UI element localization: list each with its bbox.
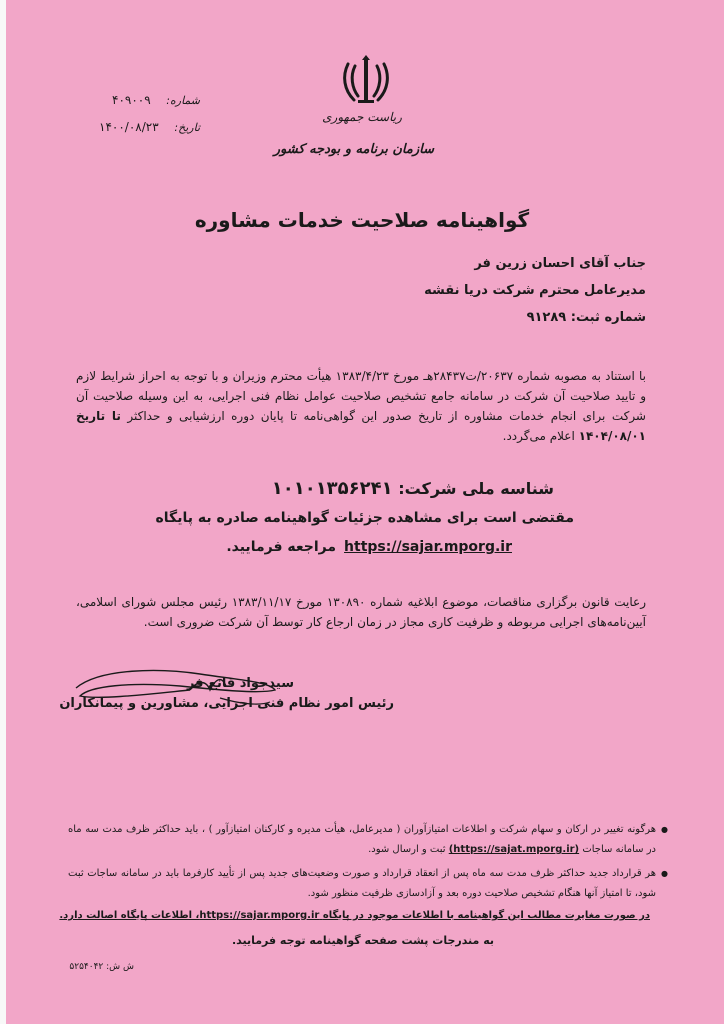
addressee-position: مدیرعامل محترم شرکت دریا نقشه	[424, 283, 646, 298]
tender-law-paragraph: رعایت قانون برگزاری مناقصات، موضوع ابلاغیه شماره ۱۳۰۸۹۰ مورخ ۱۳۸۳/۱۱/۱۷ رئیس مجلس شورای اسلامی، آیین‌نامه‌های اجرایی مربوطه و ظرفیت کاری مجاز در زمان ارجاع کار توسط آن شرکت ضروری است.	[76, 595, 647, 629]
see-details-line: مقتضی است برای مشاهده جزئیات گواهینامه صادره به پایگاه	[155, 510, 574, 526]
national-id-value: ۱۰۱۰۱۳۵۶۲۴۱	[271, 478, 393, 499]
note-item	[68, 820, 668, 860]
footer-code: ش ش: ۵۲۵۴۰۴۲	[69, 962, 134, 972]
date-value: ۱۴۰۰/۰۸/۲۳	[99, 120, 159, 134]
iran-emblem-icon	[338, 54, 394, 106]
note1-text: هرگونه تغییر در ارکان و سهام شرکت و اطلاعات امتیازآوران ( مدیرعامل، هیأت مدیره و کارکنان امتیازآور ) ، باید حداکثر ظرف مدت سه ماه در سامانه ساجات	[68, 824, 656, 855]
org-line-presidency: ریاست جمهوری	[322, 110, 402, 124]
national-id	[272, 478, 554, 499]
approval-paragraph	[76, 366, 646, 446]
scan-edge	[0, 0, 6, 1024]
warning-sajar-link[interactable]: https://sajar.mporg.ir	[199, 910, 320, 921]
date-label: تاریخ:	[174, 121, 200, 134]
refer-back-note: به مندرجات پشت صفحه گواهینامه توجه فرمایید.	[231, 934, 494, 947]
approval-text: با استناد به مصوبه شماره ۲۰۶۳۷/ت۲۸۴۳۷هـ مورخ ۱۳۸۳/۴/۲۳ هیأت محترم وزیران و با توجه به احراز شرایط لازم و تایید صلاحیت آن شرکت در سامانه جامع تشخیص صلاحیت عوامل نظام فنی اجرایی، به این وسیله صلاحیت آن شرکت برای انجام خدمات مشاوره از تاریخ صدور این گواهی‌نامه تا پایان دوره ارزشیابی و حداکثر	[76, 369, 647, 423]
number-label: شماره:	[166, 94, 200, 107]
registration-number: شماره ثبت: ۹۱۲۸۹	[526, 310, 646, 325]
validity-date: تا تاریخ ۱۴۰۴/۰۸/۰۱	[76, 409, 646, 443]
certificate-title: گواهینامه صلاحیت خدمات مشاوره	[194, 208, 530, 232]
sajat-link[interactable]: (https://sajat.mporg.ir)	[448, 844, 580, 855]
signatory-name: سیدجواد قانع فر	[186, 676, 294, 691]
warning-text: در صورت مغایرت مطالب این گواهینامه با اطلاعات موجود در پایگاه	[322, 910, 650, 921]
note1-text-end: ثبت و ارسال شود.	[368, 844, 446, 855]
warning-text-end: ، اطلاعات پایگاه اصالت دارد.	[59, 910, 200, 921]
signatory-title: رئیس امور نظام فنی اجرایی، مشاورین و پیمانکاران	[59, 696, 394, 711]
see-details-end: مراجعه فرمایید.	[226, 539, 337, 555]
see-details-link-line	[226, 539, 512, 555]
discrepancy-warning	[59, 910, 650, 921]
org-line-budget-organization: سازمان برنامه و بودجه کشور	[273, 142, 434, 157]
national-id-label: شناسه ملی شرکت:	[398, 479, 554, 498]
note-item: ● هر قرارداد جدید حداکثر ظرف مدت سه ماه پس از انعقاد قرارداد و صورت وضعیت‌های جدید پس از تأیید کارفرما باید در سامانه ساجات ثبت شود، تا امتیاز آنها هنگام تشخیص صلاحیت دوره بعد و آزادسازی ظرفیت منظور شود.	[68, 864, 668, 904]
notes-list	[68, 820, 668, 908]
sajar-link[interactable]: https://sajar.mporg.ir	[344, 539, 512, 555]
addressee-name: جناب آقای احسان زرین فر	[474, 256, 646, 271]
approval-text-end: اعلام می‌گردد.	[502, 429, 575, 443]
number-value: ۴۰۹۰۰۹	[112, 93, 151, 107]
